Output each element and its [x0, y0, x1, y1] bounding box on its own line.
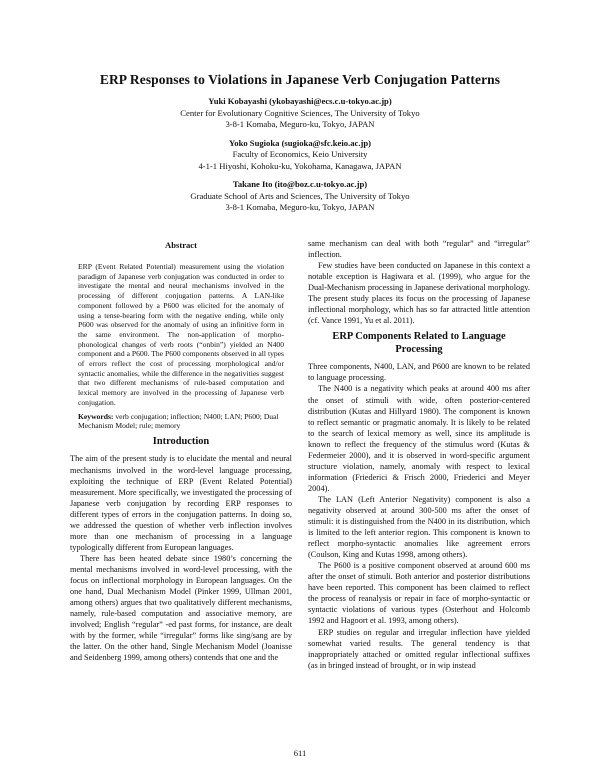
abstract-heading: Abstract — [165, 240, 197, 250]
author-address: 3-8-1 Komaba, Meguro-ku, Tokyo, JAPAN — [225, 119, 375, 129]
author-name: Yoko Sugioka (sugioka@sfc.keio.ac.jp) — [229, 137, 371, 148]
section-heading-erp-components: ERP Components Related to Language Processing — [332, 331, 506, 355]
page-number: 611 — [293, 748, 307, 758]
abstract-text: ERP (Event Related Potential) measurement using the violation paradigm of Japanese verb conjugation was conducted in order to investigate the mental and neural mechanisms involved in the processing of different conjugation patterns. A LAN-like component followed by a P600 was elicited for the anomaly of using a tense-bearing form with the negative ending, while only P600 was observed for the anomaly of using an infinitive form in the same environment. The non-application of morpho-phonological changes of verb roots (“onbin”) yielded an N400 component and a P600. The P600 components observed in all types of errors reflect the cost of processing morphological and/or syntactic anomalies, while the difference in the negativities suggest that two different mechanisms of rule-based computation and lexical memory are involved in the processing of Japanese verb conjugation. — [78, 262, 284, 407]
left-column — [70, 262, 292, 663]
paragraph: The N400 is a negativity which peaks at around 400 ms after the onset of stimuli with wide, often posterior-centered distribution (Kutas and Hillyard 1980). The component is known to reflect semantic or pragmatic anomaly. It is likely to be related to the search of lexical memory as well, since its amplitude is known to reflect the frequency of the stimulus word (Kutas & Federmeier 2000), and it is observed in word-specific argument structure violation, namely, anomaly with respect to lexical information (Friederici & Frisch 2000, Friederici and Meyer 2004). — [308, 384, 530, 493]
keywords-label: Keywords: — [78, 411, 114, 421]
author-name: Takane Ito (ito@boz.c.u-tokyo.ac.jp) — [232, 179, 368, 189]
author-block — [0, 96, 600, 221]
author-affiliation: Graduate School of Arts and Sciences, The University of Tokyo — [190, 190, 410, 201]
keywords — [70, 412, 292, 431]
paragraph: The LAN (Left Anterior Negativity) component is also a negativity observed at around 300-500 ms after the onset of stimuli: it is distinguished from the N400 in its distribution, which is limited to the left anterior region. This component is known to reflect morpho-syntactic anomalies like agreement errors (Coulson, King and Kutas 1998, among others). — [308, 494, 530, 560]
paragraph: There has been heated debate since 1980’s concerning the mental mechanisms involved in word-level processing, with the focus on inflectional morphology in European languages. On the one hand, Dual Mechanism Model (Pinker 1999, Ullman 2001, among others) argues that two qualitatively different mechanisms, namely, rule-based computation and associative memory, are involved; English “regular” -ed past forms, for instance, are dealt with by the former, while “irregular” forms like sing/sang are by the latter. On the other hand, Single Mechanism Model (Joanisse and Seidenberg 1999, among others) contends that one and the — [70, 553, 292, 663]
author-affiliation: Center for Evolutionary Cognitive Sciences, The University of Tokyo — [180, 107, 420, 118]
author-2 — [0, 138, 600, 173]
paragraph: The P600 is a positive component observed at around 600 ms after the onset of stimuli. Both anterior and posterior distributions have been reported. This component has been claimed to reflect the process of reanalysis or repair in face of morpho-syntactic or syntactic violations of various types (Osterhout and Holcomb 1992 and Hagoort et al. 1993, among others). — [308, 561, 530, 626]
author-address: 4-1-1 Hiyoshi, Kohoku-ku, Yokohama, Kanagawa, JAPAN — [198, 160, 402, 171]
author-name: Yuki Kobayashi (ykobayashi@ecs.c.u-tokyo.ac.jp) — [208, 96, 392, 106]
section-erp-components-body — [308, 361, 530, 670]
introduction-body — [70, 453, 292, 663]
paper-title: ERP Responses to Violations in Japanese Verb Conjugation Patterns — [99, 72, 501, 87]
author-3 — [0, 179, 600, 214]
author-affiliation: Faculty of Economics, Keio University — [232, 149, 368, 159]
right-column-body — [308, 238, 530, 326]
right-column — [308, 238, 530, 671]
author-1 — [0, 96, 600, 131]
paragraph: same mechanism can deal with both “regular” and “irregular” inflection. — [308, 239, 530, 260]
introduction-heading: Introduction — [152, 435, 210, 447]
paragraph: ERP studies on regular and irregular inflection have yielded somewhat varied results. The general tendency is that inappropriately attached or omitted regular inflectional suffixes (as in bringed instead of brought, or in wip instead — [308, 627, 530, 670]
author-address: 3-8-1 Komaba, Meguro-ku, Tokyo, JAPAN — [225, 202, 375, 212]
keywords-text: verb conjugation; inflection; N400; LAN; P600; Dual Mechanism Model; rule; memory — [78, 411, 279, 431]
paragraph: Few studies have been conducted on Japanese in this context a notable exception is Hagiwara et al. (1999), who argue for the Dual-Mechanism processing in Japanese derivational morphology. The present study places its focus on the processing of Japanese inflectional morphology, which has so far attracted little attention (cf. Vance 1991, Yu et al. 2011). — [308, 261, 530, 326]
paragraph: Three components, N400, LAN, and P600 are known to be related to language processing. — [308, 362, 530, 383]
paragraph: The aim of the present study is to elucidate the mental and neural mechanisms involved in the word-level language processing, exploiting the technique of ERP (Event Related Potential) measurement. More specifically, we investigated the processing of Japanese verb conjugation by recording ERP responses to different types of errors in the conjugation patterns. In doing so, we addressed the question of whether verb inflection involves more than one mechanism of processing in a language typologically different from European languages. — [70, 454, 292, 552]
abstract — [70, 262, 292, 408]
